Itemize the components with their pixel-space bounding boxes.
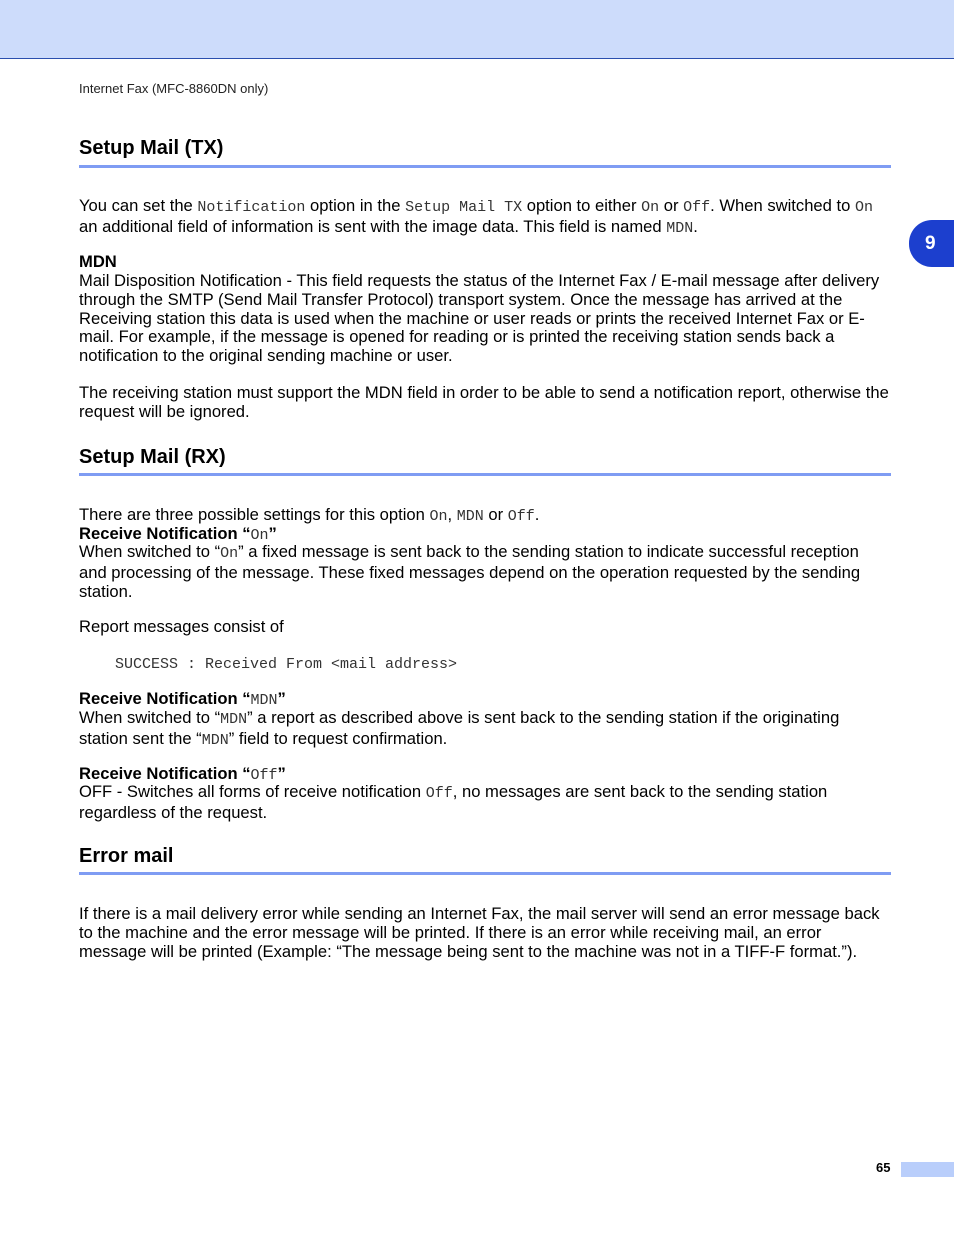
report-message-code: SUCCESS : Received From <mail address> [115,656,458,673]
error-mail-paragraph: If there is a mail delivery error while sending an Internet Fax, the mail server will send an error message back to the machine and the error message will be printed. If there is an error while receiving mail, an error message will be printed (Example: “The message being sent to the machine was not in a TIFF-F format.”). [79,904,880,961]
report-messages-text: Report messages consist of [79,617,284,636]
mdn-support-paragraph: The receiving station must support the MDN field in order to be able to send a notification report, otherwise the request will be ignored. [79,383,889,421]
page-header-band [0,0,954,59]
tx-intro-paragraph: You can set the Notification option in the Setup Mail TX option to either On or Off. When switched to On an additional field of information is sent with the image data. This field is named MDN. [79,196,873,237]
section-rule [79,473,891,476]
receive-notification-on-text: When switched to “On” a fixed message is sent back to the sending station to indicate successful reception and processing of the message. These fixed messages depend on the operation requested by the sending station. [79,542,861,601]
page-number: 65 [876,1160,891,1175]
receive-notification-mdn-text: When switched to “MDN” a report as described above is sent back to the sending station if the originating station sent the “MDN” field to request confirmation. [79,708,840,749]
footer-band [901,1162,954,1177]
chapter-tab [909,220,954,267]
section-heading-setup-mail-rx: Setup Mail (RX) [79,446,226,468]
mdn-description: Mail Disposition Notification - This field requests the status of the Internet Fax / E-mail message after delivery through the SMTP (Send Mail Transfer Protocol) transport system. Once the message has arrived at the Receiving station this data is used when the machine or user reads or prints the received Internet Fax or E-mail. For example, if the message is opened for reading or is printed the receiving station sends back a notification to the original sending machine or user. [79,271,880,366]
section-heading-setup-mail-tx: Setup Mail (TX) [79,137,224,159]
section-heading-error-mail: Error mail [79,845,174,867]
receive-notification-off-heading: Receive Notification “Off” [79,764,286,784]
running-header: Internet Fax (MFC-8860DN only) [79,81,269,96]
rx-intro-paragraph: There are three possible settings for this option On, MDN or Off. [79,505,540,525]
mdn-subheading: MDN [79,252,117,271]
receive-notification-on-heading: Receive Notification “On” [79,524,277,544]
chapter-number: 9 [925,232,936,254]
receive-notification-off-text: OFF - Switches all forms of receive notification Off, no messages are sent back to the sending station regardless of the request. [79,782,828,822]
section-rule [79,165,891,168]
section-rule [79,872,891,875]
receive-notification-mdn-heading: Receive Notification “MDN” [79,689,286,709]
